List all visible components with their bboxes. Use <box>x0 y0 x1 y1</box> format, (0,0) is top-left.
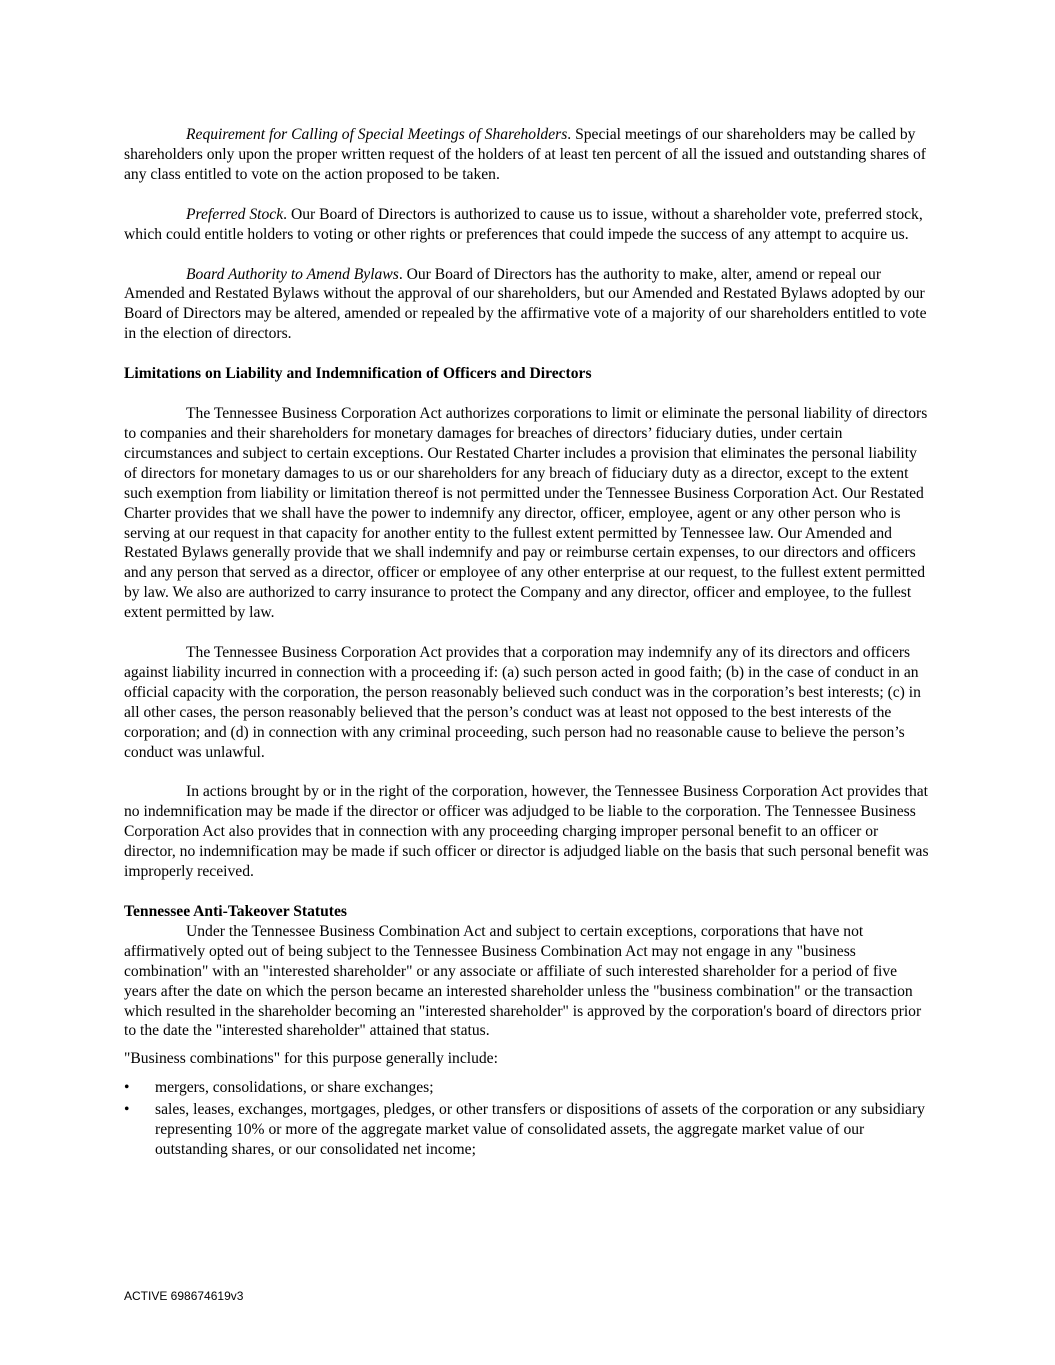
list-item-text: sales, leases, exchanges, mortgages, pledges, or other transfers or dispositions of assets of the corporation or any subsidiary representing 10% or more of the aggregate market value of consolidated assets, the aggregate market value of our outstanding shares, or our consolidated net income; <box>155 1101 925 1158</box>
list-item-text: mergers, consolidations, or share exchanges; <box>155 1079 434 1097</box>
list-item <box>124 1100 932 1160</box>
document-page <box>124 125 932 1162</box>
footer-doc-id: ACTIVE 698674619v3 <box>124 1289 244 1303</box>
paragraph-special-meetings <box>124 125 932 185</box>
business-combinations-list <box>124 1078 932 1160</box>
section-heading-antitakeover: Tennessee Anti-Takeover Statutes <box>124 903 347 920</box>
paragraph-title: Board Authority to Amend Bylaws <box>186 265 399 283</box>
paragraph-liability-2: The Tennessee Business Corporation Act provides that a corporation may indemnify any of its directors and officers against liability incurred in connection with a proceeding if: (a) such person acted in good faith; (b) in the case of conduct in an official capacity with the corporation, the person reasonably believed such conduct was in the corporation’s best interests; (c) in all other cases, the person reasonably believed that the person’s conduct was at least not opposed to the best interests of the corporation; and (d) in connection with any criminal proceeding, such person had no reasonable cause to believe the person’s conduct was unlawful. <box>124 644 921 761</box>
paragraph-business-combination: Under the Tennessee Business Combination Act and subject to certain exceptions, corporations that have not affirmatively opted out of being subject to the Tennessee Business Combination Act may not engage in any "business combination" with an "interested shareholder" or any associate or affiliate of such interested shareholder for a period of five years after the date on which the person became an interested shareholder unless the "business combination" or the transaction which resulted in the shareholder becoming an "interested shareholder" is approved by the corporation's board of directors prior to the date the "interested shareholder" attained that status. <box>124 922 922 1040</box>
section-heading-liability: Limitations on Liability and Indemnification of Officers and Directors <box>124 365 592 383</box>
paragraph-amend-bylaws <box>124 265 932 345</box>
paragraph-body: . Our Board of Directors is authorized to cause us to issue, without a shareholder vote, preferred stock, which could entitle holders to voting or other rights or preferences that could impede the success of any attempt to acquire us. <box>124 205 923 243</box>
paragraph-body: . Our Board of Directors has the authority to make, alter, amend or repeal our Amended and Restated Bylaws without the approval of our shareholders, but our Amended and Restated Bylaws adopted by our Board of Directors may be altered, amended or repealed by the affirmative vote of a majority of our shareholders entitled to vote in the election of directors. <box>124 265 927 343</box>
paragraph-liability-3: In actions brought by or in the right of the corporation, however, the Tennessee Business Corporation Act provides that no indemnification may be made if the director or officer was adjudged to be liable to the corporation. The Tennessee Business Corporation Act also provides that in connection with any proceeding charging improper personal benefit to an officer or director, no indemnification may be made if such officer or director is adjudged liable on the basis that such personal benefit was improperly received. <box>124 783 929 881</box>
paragraph-liability-1: The Tennessee Business Corporation Act authorizes corporations to limit or eliminate the personal liability of directors to companies and their shareholders for monetary damages for breaches of directors’ fiduciary duties, under certain circumstances and subject to certain exceptions. Our Restated Charter includes a provision that eliminates the personal liability of directors for monetary damages to us or our shareholders for any breach of fiduciary duty as a director, except to the extent such exemption from liability or limitation thereof is not permitted under the Tennessee Business Corporation Act. Our Restated Charter provides that we shall have the power to indemnify any director, officer, employee, agent or any other person who is serving at our request in that capacity for another entity to the fullest extent permitted by Tennessee law. Our Amended and Restated Bylaws generally provide that we shall indemnify and pay or reimburse certain expenses, to our directors and officers and any person that served as a director, officer or employee of any other enterprise at our request, to the fullest extent permitted by law. We also are authorized to carry insurance to protect the Company and any director, officer and employee, to the fullest extent permitted by law. <box>124 405 928 622</box>
paragraph-title: Requirement for Calling of Special Meetings of Shareholders <box>186 126 568 143</box>
list-item <box>124 1078 932 1098</box>
list-intro: "Business combinations" for this purpose generally include: <box>124 1050 498 1068</box>
paragraph-title: Preferred Stock <box>186 205 284 223</box>
bullet-icon: • <box>124 1079 130 1097</box>
paragraph-preferred-stock <box>124 205 932 245</box>
paragraph-body: . Special meetings of our shareholders may be called by shareholders only upon the proper written request of the holders of at least ten percent of all the issued and outstanding shares of any class entitled to vote on the action proposed to be taken. <box>124 126 926 183</box>
bullet-icon: • <box>124 1101 130 1119</box>
